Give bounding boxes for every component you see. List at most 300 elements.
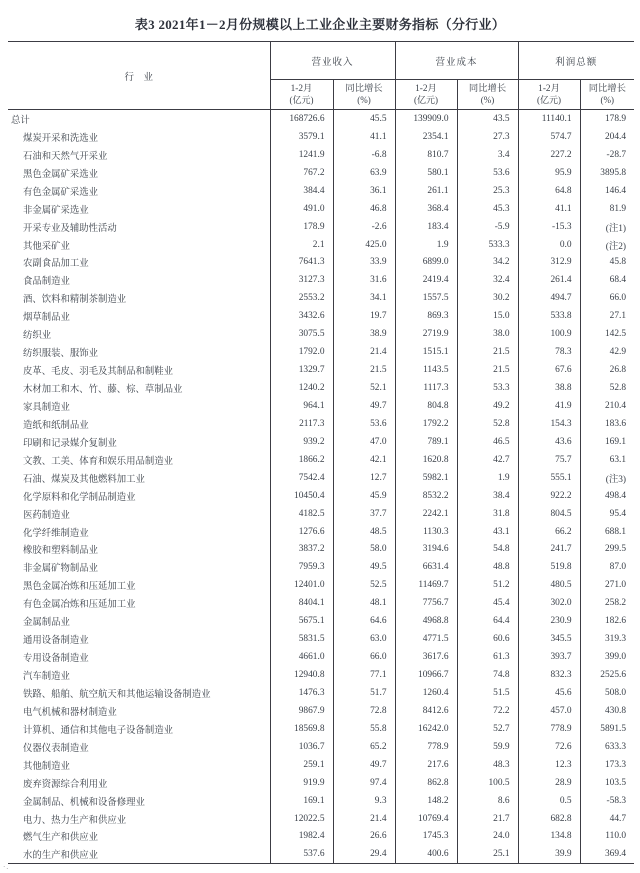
industry-cell: 其他制造业 [23, 761, 70, 772]
value-cell: 38.9 [333, 325, 395, 343]
cost-growth-header [457, 80, 518, 110]
value-cell: 8532.2 [395, 487, 457, 505]
industry-cell: 造纸和纸制品业 [23, 420, 89, 431]
industry-cell: 金属制品业 [23, 618, 70, 629]
value-cell: 519.8 [518, 558, 580, 576]
value-cell: 32.4 [457, 271, 518, 289]
value-cell: 832.3 [518, 666, 580, 684]
value-cell: 26.8 [580, 361, 634, 379]
industry-cell: 总计 [11, 115, 30, 126]
table-row [8, 343, 634, 361]
value-cell: 10966.7 [395, 666, 457, 684]
value-cell: 1329.7 [270, 361, 333, 379]
value-cell: 39.9 [518, 845, 580, 863]
value-cell: 425.0 [333, 236, 395, 254]
value-cell: 52.8 [457, 415, 518, 433]
value-cell: 103.5 [580, 774, 634, 792]
profit-growth-header [580, 80, 634, 110]
value-cell: 4661.0 [270, 648, 333, 666]
page-corner-artifact: ·. [3, 863, 10, 871]
table-row [8, 630, 634, 648]
table-row [8, 271, 634, 289]
industry-cell: 仪器仪表制造业 [23, 743, 89, 754]
value-cell: 10769.4 [395, 810, 457, 828]
value-cell: -58.3 [580, 792, 634, 810]
value-cell: -2.6 [333, 218, 395, 236]
value-cell: 38.4 [457, 487, 518, 505]
sub-header-unit: (亿元) [537, 95, 562, 105]
value-cell: 38.0 [457, 325, 518, 343]
table-row [8, 110, 634, 128]
value-cell: 19.7 [333, 307, 395, 325]
value-cell: 1260.4 [395, 684, 457, 702]
value-cell: 53.6 [457, 164, 518, 182]
value-cell: 46.8 [333, 200, 395, 218]
value-cell: 49.2 [457, 397, 518, 415]
value-cell: 9.3 [333, 792, 395, 810]
value-cell: 319.3 [580, 630, 634, 648]
value-cell: 24.0 [457, 828, 518, 846]
value-cell: 178.9 [270, 218, 333, 236]
value-cell: 862.8 [395, 774, 457, 792]
value-cell: 100.9 [518, 325, 580, 343]
table-row [8, 361, 634, 379]
industry-cell: 家具制造业 [23, 402, 70, 413]
industry-cell: 烟草制品业 [23, 313, 70, 324]
table-row [8, 756, 634, 774]
industry-cell: 文教、工美、体育和娱乐用品制造业 [23, 456, 174, 467]
value-cell: 59.9 [457, 738, 518, 756]
value-cell: 169.1 [270, 792, 333, 810]
value-cell: 399.0 [580, 648, 634, 666]
table-row [8, 702, 634, 720]
table-row [8, 254, 634, 272]
industry-cell: 纺织业 [23, 331, 52, 342]
value-cell: 12401.0 [270, 576, 333, 594]
value-cell: 368.4 [395, 200, 457, 218]
table-row [8, 684, 634, 702]
value-cell: 3127.3 [270, 271, 333, 289]
value-cell: 41.1 [333, 128, 395, 146]
value-cell: 8404.1 [270, 594, 333, 612]
value-cell: 81.9 [580, 200, 634, 218]
value-cell: 97.4 [333, 774, 395, 792]
value-cell: 0.0 [518, 236, 580, 254]
value-cell: 778.9 [395, 738, 457, 756]
industry-cell: 酒、饮料和精制茶制造业 [23, 295, 127, 306]
industry-cell: 有色金属冶炼和压延加工业 [23, 600, 136, 611]
industry-column-header: 行 业 [8, 42, 270, 110]
value-cell: 52.7 [457, 720, 518, 738]
value-cell: 384.4 [270, 182, 333, 200]
value-cell: 10450.4 [270, 487, 333, 505]
value-cell: 139909.0 [395, 110, 457, 128]
value-cell: 182.6 [580, 612, 634, 630]
value-cell: 41.1 [518, 200, 580, 218]
value-cell: 494.7 [518, 289, 580, 307]
value-cell: 77.1 [333, 666, 395, 684]
value-cell: 3579.1 [270, 128, 333, 146]
page-title: 表3 2021年1－2月份规模以上工业企业主要财务指标（分行业） [134, 17, 506, 32]
value-cell: 52.1 [333, 379, 395, 397]
table-body [8, 110, 634, 864]
sub-header-unit: (%) [600, 95, 615, 105]
value-cell: -28.7 [580, 146, 634, 164]
revenue-amount-header [270, 80, 333, 110]
industry-cell: 木材加工和木、竹、藤、棕、草制品业 [23, 385, 183, 396]
value-cell: 939.2 [270, 433, 333, 451]
table-row [8, 845, 634, 863]
value-cell: 66.0 [333, 648, 395, 666]
industry-cell: 金属制品、机械和设备修理业 [23, 797, 145, 808]
value-cell: 230.9 [518, 612, 580, 630]
industry-cell: 有色金属矿采选业 [23, 187, 99, 198]
value-cell: 49.5 [333, 558, 395, 576]
value-cell: 0.5 [518, 792, 580, 810]
value-cell: 2242.1 [395, 505, 457, 523]
revenue-growth-header [333, 80, 395, 110]
value-cell: 25.1 [457, 845, 518, 863]
value-cell: 183.4 [395, 218, 457, 236]
value-cell: 227.2 [518, 146, 580, 164]
cost-amount-header [395, 80, 457, 110]
table-row [8, 397, 634, 415]
value-cell: 1.9 [457, 469, 518, 487]
value-cell: 533.3 [457, 236, 518, 254]
value-cell: 688.1 [580, 523, 634, 541]
value-cell: (注3) [580, 469, 634, 487]
industry-cell: 汽车制造业 [23, 672, 70, 683]
table-row [8, 433, 634, 451]
value-cell: 168726.6 [270, 110, 333, 128]
industry-cell: 橡胶和塑料制品业 [23, 546, 99, 557]
table-header [8, 42, 634, 110]
sub-header-unit: (亿元) [414, 95, 439, 105]
value-cell: 74.8 [457, 666, 518, 684]
sub-header-unit: (亿元) [289, 95, 314, 105]
value-cell: 66.2 [518, 523, 580, 541]
value-cell: 480.5 [518, 576, 580, 594]
industry-cell: 其他采矿业 [23, 241, 70, 252]
value-cell: 430.8 [580, 702, 634, 720]
value-cell: 48.3 [457, 756, 518, 774]
value-cell: 63.1 [580, 451, 634, 469]
value-cell: 27.1 [580, 307, 634, 325]
group-header-cost: 营业成本 [395, 42, 518, 80]
value-cell: 43.6 [518, 433, 580, 451]
value-cell: 45.8 [580, 254, 634, 272]
value-cell: 148.2 [395, 792, 457, 810]
value-cell: 2117.3 [270, 415, 333, 433]
financial-indicators-table [8, 41, 634, 864]
value-cell: (注2) [580, 236, 634, 254]
value-cell: 1745.3 [395, 828, 457, 846]
value-cell: 67.6 [518, 361, 580, 379]
table-row [8, 469, 634, 487]
value-cell: 7959.3 [270, 558, 333, 576]
value-cell: 64.4 [457, 612, 518, 630]
value-cell: 26.6 [333, 828, 395, 846]
sub-header-label: 同比增长 [345, 84, 383, 94]
industry-cell: 印刷和记录媒介复制业 [23, 438, 117, 449]
table-row [8, 648, 634, 666]
value-cell: 21.5 [333, 361, 395, 379]
industry-cell: 化学纤维制造业 [23, 528, 89, 539]
value-cell: 8.6 [457, 792, 518, 810]
table-row [8, 415, 634, 433]
industry-cell: 废弃资源综合利用业 [23, 779, 108, 790]
value-cell: 27.3 [457, 128, 518, 146]
sub-header-unit: (%) [480, 95, 495, 105]
value-cell: 2419.4 [395, 271, 457, 289]
value-cell: 53.3 [457, 379, 518, 397]
value-cell: 241.7 [518, 541, 580, 559]
value-cell: 1036.7 [270, 738, 333, 756]
value-cell: 261.1 [395, 182, 457, 200]
value-cell: 61.3 [457, 648, 518, 666]
table-row [8, 379, 634, 397]
value-cell: 12022.5 [270, 810, 333, 828]
industry-cell: 专用设备制造业 [23, 654, 89, 665]
industry-cell: 石油、煤炭及其他燃料加工业 [23, 474, 145, 485]
value-cell: 537.6 [270, 845, 333, 863]
value-cell: 345.5 [518, 630, 580, 648]
value-cell: 2354.1 [395, 128, 457, 146]
value-cell: 21.4 [333, 810, 395, 828]
group-header-revenue: 营业收入 [270, 42, 395, 80]
value-cell: 3075.5 [270, 325, 333, 343]
value-cell: 2525.6 [580, 666, 634, 684]
value-cell: 63.0 [333, 630, 395, 648]
table-row [8, 128, 634, 146]
value-cell: 28.9 [518, 774, 580, 792]
value-cell: 804.5 [518, 505, 580, 523]
table-row [8, 164, 634, 182]
table-row [8, 505, 634, 523]
value-cell: 21.5 [457, 343, 518, 361]
value-cell: 49.7 [333, 756, 395, 774]
value-cell: 7756.7 [395, 594, 457, 612]
value-cell: 258.2 [580, 594, 634, 612]
group-header-profit: 利润总额 [518, 42, 634, 80]
value-cell: 55.8 [333, 720, 395, 738]
value-cell: 919.9 [270, 774, 333, 792]
value-cell: 100.5 [457, 774, 518, 792]
value-cell: 33.9 [333, 254, 395, 272]
industry-cell: 开采专业及辅助性活动 [23, 223, 117, 234]
table-row [8, 325, 634, 343]
value-cell: 87.0 [580, 558, 634, 576]
value-cell: 1982.4 [270, 828, 333, 846]
value-cell: 45.6 [518, 684, 580, 702]
industry-cell: 石油和天然气开采业 [23, 151, 108, 162]
value-cell: 34.2 [457, 254, 518, 272]
value-cell: 51.5 [457, 684, 518, 702]
value-cell: 7542.4 [270, 469, 333, 487]
industry-cell: 纺织服装、服饰业 [23, 349, 99, 360]
value-cell: 5831.5 [270, 630, 333, 648]
value-cell: 964.1 [270, 397, 333, 415]
value-cell: 3432.6 [270, 307, 333, 325]
value-cell: 804.8 [395, 397, 457, 415]
value-cell: 72.2 [457, 702, 518, 720]
value-cell: 6899.0 [395, 254, 457, 272]
industry-cell: 水的生产和供应业 [8, 845, 270, 863]
value-cell: 25.3 [457, 182, 518, 200]
value-cell: 18569.8 [270, 720, 333, 738]
table-row [8, 558, 634, 576]
value-cell: (注1) [580, 218, 634, 236]
value-cell: 259.1 [270, 756, 333, 774]
table-row [8, 541, 634, 559]
value-cell: 64.8 [518, 182, 580, 200]
value-cell: 29.4 [333, 845, 395, 863]
value-cell: 555.1 [518, 469, 580, 487]
value-cell: 210.4 [580, 397, 634, 415]
value-cell: 4182.5 [270, 505, 333, 523]
value-cell: 52.5 [333, 576, 395, 594]
value-cell: 51.2 [457, 576, 518, 594]
industry-cell: 电力、热力生产和供应业 [23, 815, 127, 826]
table-row [8, 594, 634, 612]
table-row [8, 218, 634, 236]
industry-cell: 医药制造业 [23, 510, 70, 521]
value-cell: 49.7 [333, 397, 395, 415]
sub-header-label: 同比增长 [468, 84, 507, 94]
industry-cell: 铁路、船舶、航空航天和其他运输设备制造业 [23, 689, 211, 700]
value-cell: 3895.8 [580, 164, 634, 182]
value-cell: 1515.1 [395, 343, 457, 361]
value-cell: 1130.3 [395, 523, 457, 541]
value-cell: 302.0 [518, 594, 580, 612]
value-cell: 38.8 [518, 379, 580, 397]
value-cell: 48.5 [333, 523, 395, 541]
value-cell: 5891.5 [580, 720, 634, 738]
value-cell: 261.4 [518, 271, 580, 289]
value-cell: -15.3 [518, 218, 580, 236]
table-row [8, 182, 634, 200]
value-cell: 204.4 [580, 128, 634, 146]
value-cell: 8412.6 [395, 702, 457, 720]
industry-cell: 黑色金属冶炼和压延加工业 [23, 582, 136, 593]
value-cell: 2.1 [270, 236, 333, 254]
table-row [8, 236, 634, 254]
value-cell: 21.7 [457, 810, 518, 828]
industry-cell: 通用设备制造业 [23, 636, 89, 647]
table-row [8, 612, 634, 630]
value-cell: 21.5 [457, 361, 518, 379]
table-row [8, 666, 634, 684]
value-cell: 5675.1 [270, 612, 333, 630]
value-cell: 15.0 [457, 307, 518, 325]
value-cell: 42.7 [457, 451, 518, 469]
value-cell: 922.2 [518, 487, 580, 505]
value-cell: 44.7 [580, 810, 634, 828]
industry-cell: 农副食品加工业 [23, 259, 89, 270]
industry-cell: 皮革、毛皮、羽毛及其制品和制鞋业 [23, 367, 174, 378]
sub-header-label: 1-2月 [538, 84, 560, 94]
value-cell: 43.1 [457, 523, 518, 541]
value-cell: 682.8 [518, 810, 580, 828]
value-cell: 75.7 [518, 451, 580, 469]
value-cell: 42.1 [333, 451, 395, 469]
value-cell: 2719.9 [395, 325, 457, 343]
group-header-row [8, 42, 634, 80]
sub-header-label: 1-2月 [290, 84, 313, 94]
value-cell: 12940.8 [270, 666, 333, 684]
value-cell: 457.0 [518, 702, 580, 720]
value-cell: 45.3 [457, 200, 518, 218]
value-cell: 9867.9 [270, 702, 333, 720]
industry-cell: 燃气生产和供应业 [23, 833, 99, 844]
value-cell: 31.8 [457, 505, 518, 523]
table-row [8, 774, 634, 792]
value-cell: 491.0 [270, 200, 333, 218]
value-cell: 37.7 [333, 505, 395, 523]
value-cell: 1117.3 [395, 379, 457, 397]
value-cell: 66.0 [580, 289, 634, 307]
value-cell: 68.4 [580, 271, 634, 289]
industry-cell: 非金属矿采选业 [23, 205, 89, 216]
value-cell: 1792.2 [395, 415, 457, 433]
value-cell: 65.2 [333, 738, 395, 756]
value-cell: 533.8 [518, 307, 580, 325]
industry-cell: 非金属矿物制品业 [23, 564, 99, 575]
value-cell: 45.9 [333, 487, 395, 505]
value-cell: 36.1 [333, 182, 395, 200]
value-cell: 1557.5 [395, 289, 457, 307]
value-cell: 5982.1 [395, 469, 457, 487]
value-cell: 580.1 [395, 164, 457, 182]
value-cell: 11140.1 [518, 110, 580, 128]
value-cell: 3194.6 [395, 541, 457, 559]
value-cell: 312.9 [518, 254, 580, 272]
value-cell: 4968.8 [395, 612, 457, 630]
table-row [8, 523, 634, 541]
value-cell: 3.4 [457, 146, 518, 164]
value-cell: 72.8 [333, 702, 395, 720]
value-cell: 1792.0 [270, 343, 333, 361]
value-cell: 53.6 [333, 415, 395, 433]
value-cell: 810.7 [395, 146, 457, 164]
value-cell: 30.2 [457, 289, 518, 307]
value-cell: 16242.0 [395, 720, 457, 738]
value-cell: 1276.6 [270, 523, 333, 541]
value-cell: 47.0 [333, 433, 395, 451]
value-cell: 4771.5 [395, 630, 457, 648]
industry-cell: 电气机械和器材制造业 [23, 707, 117, 718]
industry-cell: 黑色金属矿采选业 [23, 169, 99, 180]
industry-cell: 食品制造业 [23, 277, 70, 288]
table-row [8, 487, 634, 505]
table-row [8, 576, 634, 594]
value-cell: 498.4 [580, 487, 634, 505]
value-cell: 43.5 [457, 110, 518, 128]
table-row [8, 828, 634, 846]
value-cell: 142.5 [580, 325, 634, 343]
value-cell: 299.5 [580, 541, 634, 559]
industry-cell: 计算机、通信和其他电子设备制造业 [23, 725, 174, 736]
value-cell: -5.9 [457, 218, 518, 236]
value-cell: 48.1 [333, 594, 395, 612]
value-cell: 6631.4 [395, 558, 457, 576]
value-cell: 42.9 [580, 343, 634, 361]
value-cell: 12.3 [518, 756, 580, 774]
value-cell: 34.1 [333, 289, 395, 307]
value-cell: 64.6 [333, 612, 395, 630]
value-cell: 789.1 [395, 433, 457, 451]
value-cell: 154.3 [518, 415, 580, 433]
